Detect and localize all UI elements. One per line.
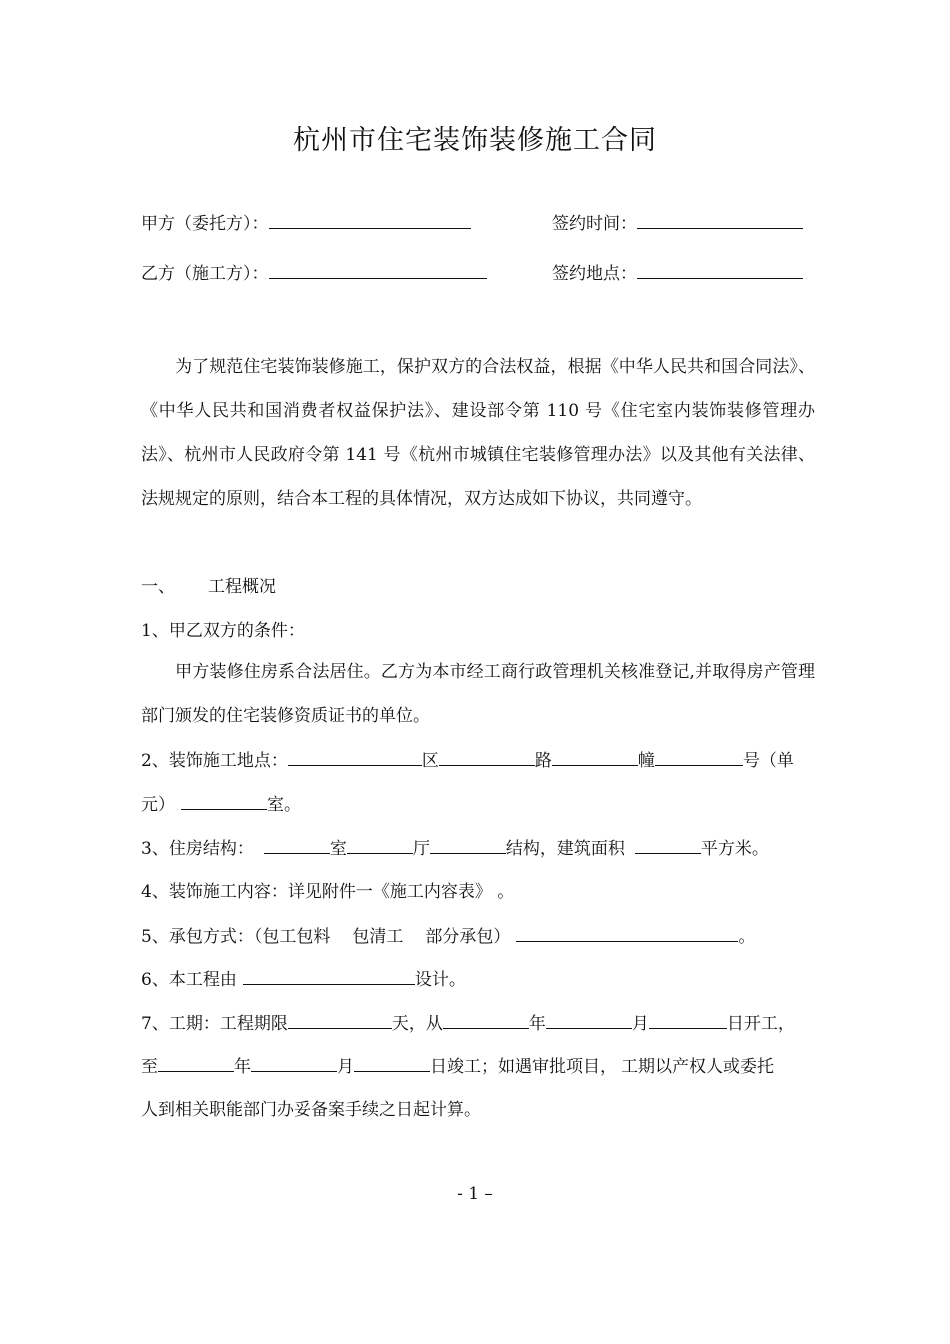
- tian-label: 天，从: [391, 1014, 443, 1034]
- item-1-heading: 1、甲乙双方的条件：: [141, 621, 305, 641]
- item-1-body: [141, 650, 815, 738]
- qu-label: 区: [421, 751, 439, 771]
- item-2-row-2: [141, 791, 301, 818]
- item-5-row: [141, 923, 755, 950]
- jungong-label: 日竣工；如遇审批项目，: [430, 1057, 617, 1077]
- item-3-row: [141, 835, 769, 862]
- designer-blank[interactable]: [243, 966, 415, 985]
- section-1-heading: [141, 574, 276, 600]
- option-partial: 部分承包）: [425, 927, 511, 947]
- item-2-label: 2、装饰施工地点：: [141, 751, 288, 771]
- item-4-row: 4、装饰施工内容：详见附件一《施工内容表》 。: [141, 882, 515, 902]
- lu-label: 路: [534, 751, 552, 771]
- rooms-count-blank[interactable]: [264, 835, 330, 854]
- item-5-label: 5、承包方式：（包工包料: [141, 927, 331, 947]
- item-7-row-3: 人到相关职能部门办妥备案手续之日起计算。: [141, 1100, 481, 1120]
- contract-mode-blank[interactable]: [516, 923, 738, 942]
- intro-paragraph: [141, 345, 815, 521]
- item-6-row: [141, 966, 466, 993]
- district-blank[interactable]: [288, 747, 422, 766]
- area-blank[interactable]: [635, 835, 701, 854]
- party-a-row: [141, 210, 471, 237]
- item-6-end: 设计。: [414, 970, 466, 990]
- sign-time-label: 签约时间：: [552, 214, 637, 234]
- shi-label: 室。: [267, 795, 301, 815]
- yue2-label: 月: [337, 1057, 354, 1077]
- end-day-blank[interactable]: [354, 1053, 430, 1072]
- nian-label: 年: [528, 1014, 546, 1034]
- sign-place-blank[interactable]: [637, 260, 803, 279]
- item-7-row-2: [141, 1053, 774, 1080]
- item-3-label: 3、住房结构：: [141, 839, 254, 859]
- item-2-row: [141, 747, 794, 774]
- room-blank[interactable]: [181, 791, 267, 810]
- nian2-label: 年: [234, 1057, 251, 1077]
- page-number: - 1 –: [457, 1184, 493, 1204]
- building-blank[interactable]: [552, 747, 638, 766]
- number-blank[interactable]: [655, 747, 743, 766]
- item-1-text: 甲方装修住房系合法居住。乙方为本市经工商行政管理机关核准登记,并取得房产管理部门颁发的住宅装修资质证书的单位。: [141, 662, 815, 726]
- sign-time-row: [552, 210, 803, 237]
- period-note-1: 工期以产权人或委托: [621, 1057, 774, 1077]
- kaigong-label: 日开工，: [726, 1014, 795, 1034]
- area-unit: 平方米。: [700, 839, 769, 859]
- option-labor-only: 包清工: [352, 927, 404, 947]
- start-day-blank[interactable]: [649, 1010, 727, 1029]
- page-title: 杭州市住宅装饰装修施工合同: [293, 125, 657, 156]
- road-blank[interactable]: [439, 747, 535, 766]
- days-blank[interactable]: [288, 1010, 392, 1029]
- party-a-blank[interactable]: [269, 210, 471, 229]
- yue-label: 月: [631, 1014, 649, 1034]
- structure-blank[interactable]: [430, 835, 506, 854]
- section-1-number: 一、: [141, 577, 175, 597]
- party-b-blank[interactable]: [269, 260, 487, 279]
- sign-time-blank[interactable]: [637, 210, 803, 229]
- item-5-end: 。: [738, 927, 756, 947]
- zhi-label: 至: [141, 1057, 158, 1077]
- ting-unit: 厅: [412, 839, 430, 859]
- end-month-blank[interactable]: [251, 1053, 337, 1072]
- shi-unit: 室: [329, 839, 347, 859]
- party-b-row: [141, 260, 487, 287]
- start-year-blank[interactable]: [443, 1010, 529, 1029]
- party-a-label: 甲方（委托方）：: [141, 214, 269, 234]
- yuan-label: 元）: [141, 795, 175, 815]
- section-1-title: 工程概况: [208, 577, 276, 597]
- area-label: 结构，建筑面积: [505, 839, 625, 859]
- party-b-label: 乙方（施工方）：: [141, 264, 269, 284]
- start-month-blank[interactable]: [546, 1010, 632, 1029]
- item-7-row: [141, 1010, 795, 1037]
- zhuang-label: 幢: [637, 751, 655, 771]
- item-7-label: 7、工期：工程期限: [141, 1014, 288, 1034]
- hao-label: 号（单: [742, 751, 794, 771]
- halls-count-blank[interactable]: [347, 835, 413, 854]
- item-6-label: 6、本工程由: [141, 970, 237, 990]
- end-year-blank[interactable]: [158, 1053, 234, 1072]
- sign-place-label: 签约地点：: [552, 264, 637, 284]
- sign-place-row: [552, 260, 803, 287]
- intro-text: 为了规范住宅装饰装修施工，保护双方的合法权益，根据《中华人民共和国合同法》、《中华人民共和国消费者权益保护法》、建设部令第 110 号《住宅室内装饰装修管理办法》、杭州市人民政府令第 141 号《杭州市城镇住宅装修管理办法》以及其他有关法律、法规规定的原则，结合本工程的具体情况，双方达成如下协议，共同遵守。: [141, 357, 815, 509]
